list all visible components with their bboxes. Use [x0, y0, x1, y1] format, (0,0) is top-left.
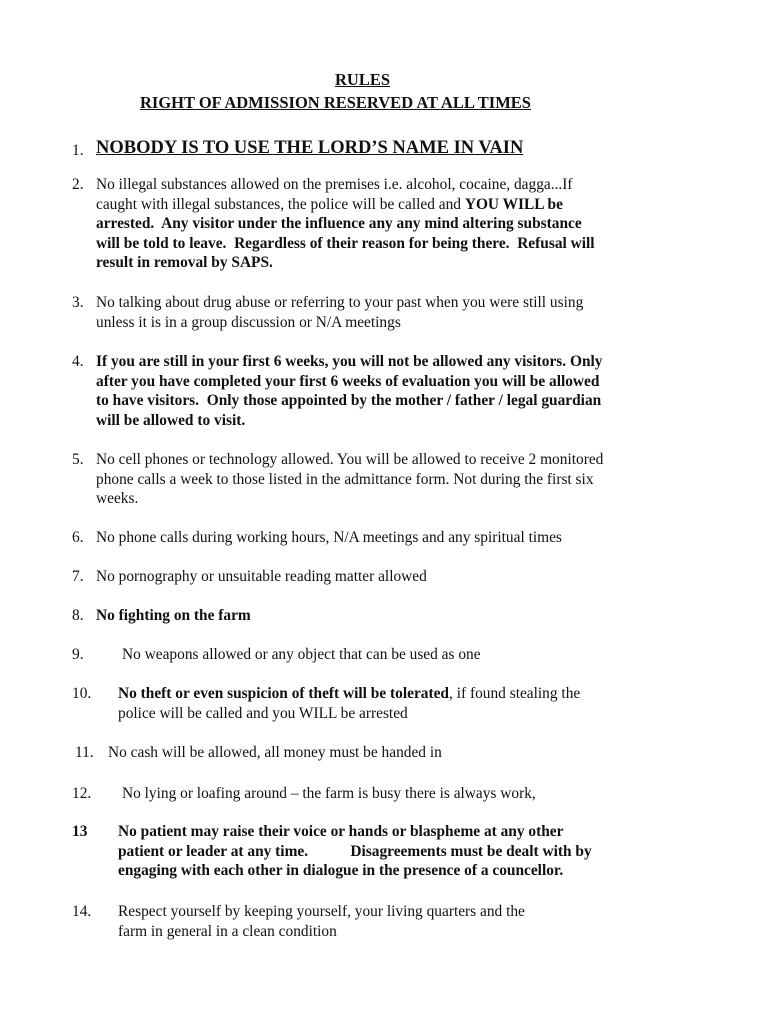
- rule-text: [96, 528, 562, 548]
- rule-line: [96, 195, 595, 215]
- rule-segment: phone calls a week to those listed in the admittance form. Not during the first six: [96, 470, 594, 488]
- rule-line: [108, 743, 442, 763]
- rule-segment: caught with illegal substances, the police will be called and: [96, 195, 465, 213]
- rule-number: 14.: [72, 903, 92, 920]
- rule-segment: If you are still in your first 6 weeks, you will not be allowed any visitors. Only: [96, 353, 603, 370]
- rule-line: [96, 175, 595, 195]
- rule-segment: will be allowed to visit.: [96, 411, 246, 429]
- rule-line: [96, 606, 251, 626]
- rule-segment: No phone calls during working hours, N/A meetings and any spiritual times: [96, 529, 562, 546]
- rule-segment: weeks.: [96, 490, 139, 507]
- rule-line: [96, 489, 603, 509]
- rule-text: [122, 784, 536, 804]
- rule-segment: will be told to leave. Regardless of their reason for being there. Refusal will: [96, 234, 595, 252]
- rule-number: 5.: [72, 451, 84, 468]
- rule-segment: No cell phones or technology allowed. You will be allowed to receive 2 monitored: [96, 451, 604, 468]
- rule-line: [96, 567, 427, 587]
- rule-number: 2.: [72, 176, 84, 193]
- rule-line: [122, 784, 536, 804]
- rule-number: 8.: [72, 607, 84, 624]
- rule-number: 3.: [72, 294, 84, 311]
- rule-text: [108, 743, 442, 763]
- rule-line: [96, 352, 603, 372]
- rule-text: [96, 139, 523, 159]
- rule-segment: engaging with each other in dialogue in the presence of a councellor.: [118, 862, 564, 879]
- rule-line: [118, 842, 592, 862]
- rule-segment: to have visitors. Only those appointed by the mother / father / legal guardian: [96, 392, 602, 409]
- rule-segment: farm in general in a clean condition: [118, 922, 337, 940]
- rule-line: [96, 253, 595, 273]
- rule-line: [96, 528, 562, 548]
- rule-line: [96, 470, 603, 490]
- rule-number: 10.: [72, 685, 92, 702]
- rule-line: [96, 234, 595, 254]
- rule-text: [118, 902, 525, 941]
- rule-number: 9.: [72, 646, 84, 663]
- rule-text: [96, 352, 603, 430]
- rule-text: [118, 684, 580, 723]
- rule-text: [96, 175, 595, 273]
- rule-text: [96, 293, 583, 332]
- rule-line: [96, 214, 595, 234]
- document-subtitle: RIGHT OF ADMISSION RESERVED AT ALL TIMES: [140, 93, 531, 112]
- rule-segment: Respect yourself by keeping yourself, your living quarters and the: [118, 903, 525, 920]
- rule-segment: after you have completed your first 6 weeks of evaluation you will be allowed: [96, 372, 600, 390]
- rule-segment: police will be called and you WILL be arrested: [118, 704, 408, 722]
- rule-text: [96, 450, 603, 509]
- rule-line: [96, 450, 603, 470]
- rule-number: 7.: [72, 568, 84, 585]
- rule-number: 12.: [72, 785, 92, 802]
- rule-segment: , if found stealing the: [449, 685, 581, 702]
- rule-segment: patient or leader at any time. Disagreements must be dealt with by: [118, 842, 592, 860]
- rule-line: [118, 704, 580, 724]
- rule-segment: result in removal by SAPS.: [96, 254, 273, 271]
- rule-line: [118, 822, 592, 842]
- rule-number: 6.: [72, 529, 84, 546]
- rule-segment: NOBODY IS TO USE THE LORD’S NAME IN VAIN: [96, 138, 524, 158]
- rule-number: 11.: [75, 744, 94, 761]
- rule-text: [96, 606, 251, 626]
- rule-segment: YOU WILL be: [464, 195, 563, 213]
- rule-number: 4.: [72, 353, 84, 370]
- rule-text: [122, 645, 481, 665]
- rule-line: [118, 861, 592, 881]
- rule-line: [118, 902, 525, 922]
- rule-line: [96, 391, 603, 411]
- document-title: RULES: [335, 70, 391, 89]
- rule-number: 13: [72, 823, 88, 840]
- rule-segment: No theft or even suspicion of theft will be tolerated: [118, 685, 449, 702]
- rule-segment: No patient may raise their voice or hands or blaspheme at any other: [118, 823, 564, 840]
- rule-line: [96, 372, 603, 392]
- rule-segment: No talking about drug abuse or referring to your past when you were still using: [96, 294, 584, 311]
- rule-segment: arrested. Any visitor under the influence any any mind altering substance: [96, 215, 582, 232]
- rule-segment: No pornography or unsuitable reading matter allowed: [96, 568, 427, 585]
- rule-segment: No fighting on the farm: [96, 607, 251, 624]
- rule-line: [118, 684, 580, 704]
- rule-line: [96, 313, 583, 333]
- rule-segment: No lying or loafing around – the farm is busy there is always work,: [122, 785, 536, 802]
- rule-text: [96, 567, 427, 587]
- rule-segment: No cash will be allowed, all money must be handed in: [108, 744, 442, 761]
- rule-segment: No weapons allowed or any object that can be used as one: [122, 646, 481, 663]
- rule-segment: unless it is in a group discussion or N/A meetings: [96, 313, 401, 331]
- rule-text: [118, 822, 592, 881]
- rule-line: [96, 139, 523, 159]
- rule-number: 1.: [72, 142, 84, 159]
- rule-line: [96, 411, 603, 431]
- rule-line: [118, 922, 525, 942]
- rule-segment: No illegal substances allowed on the premises i.e. alcohol, cocaine, dagga...If: [96, 176, 573, 193]
- rule-line: [122, 645, 481, 665]
- rule-line: [96, 293, 583, 313]
